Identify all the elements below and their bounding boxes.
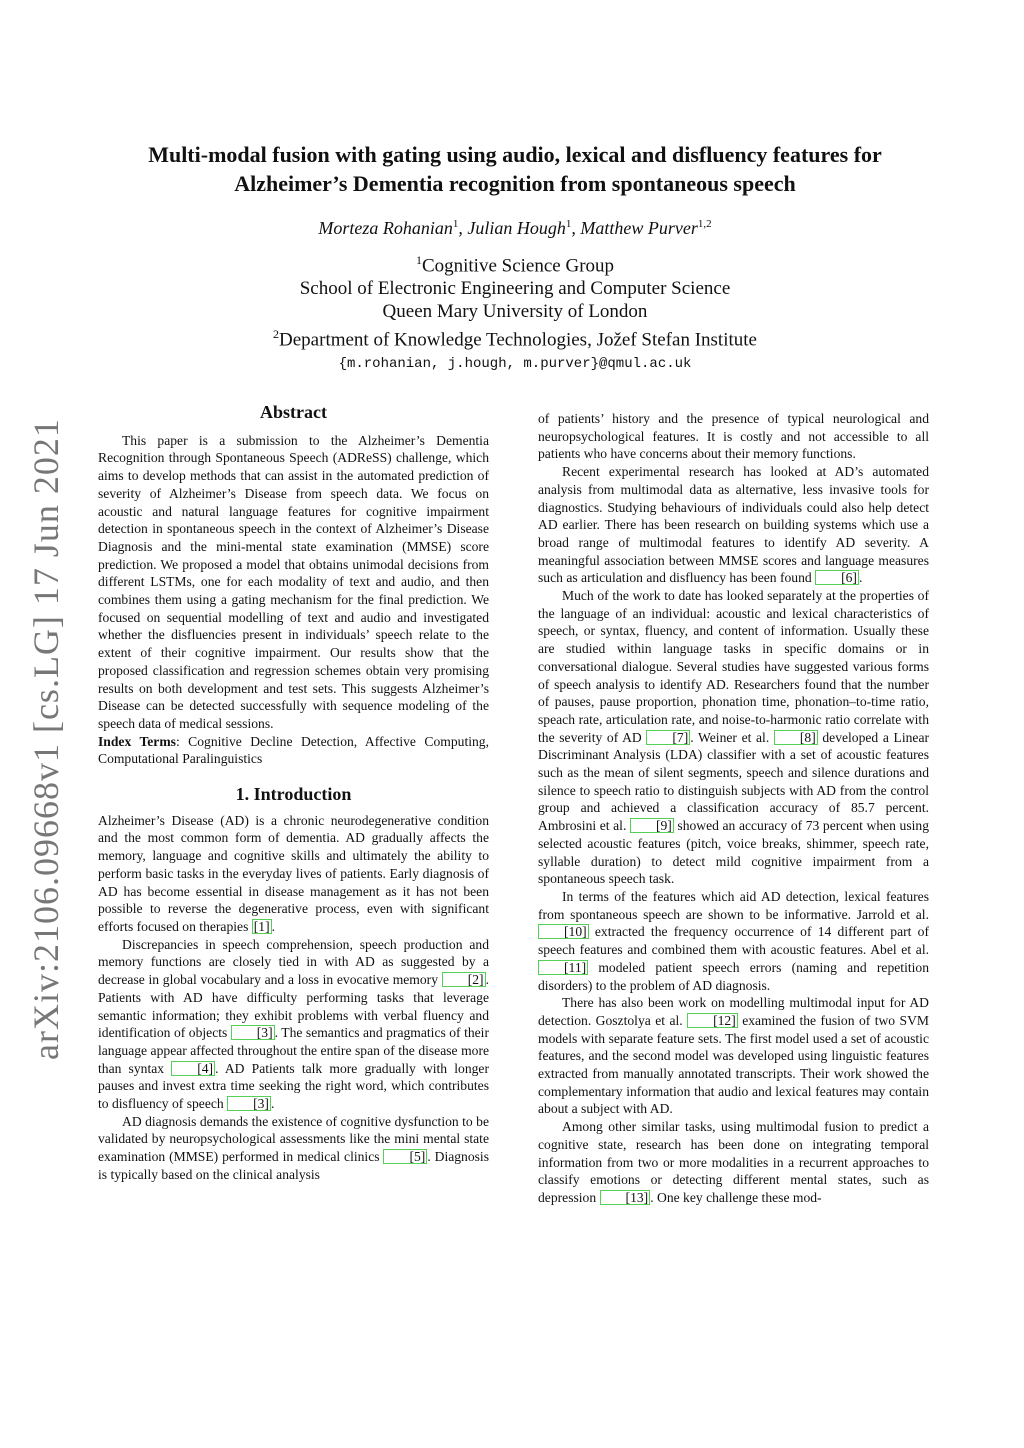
affiliation-2: $^2$Department of Knowledge Technologies, Jožef Stefan Institute [273,327,757,351]
intro-paragraph: Much of the work to date has looked separately at the properties of the language of an individual: acoustic and lexical characteristics of speech, or syntax, fluency, and content of information. Usually these are studied within language tasks in specific domains or in conversational dialogue. Several studies have suggested various forms of speech analysis to identify AD. Researchers found that the number of pauses, pause proportion, phonation time, phonation–to-time ratio, speach rate, articulation rate, and noise-to-harmonic ratio correlate with the severity of AD [7] . Weiner et al. [8] developed a Linear Discriminant Analysis (LDA) classifier with a set of acoustic features such as the mean of silent segments, speech and silence durations and silence to speech ratio to distinguish subjects with AD from the control group and achieved a classification accuracy of 85.7 percent. Ambrosini et al. [9] showed an accuracy of 73 percent when using selected acoustic features (pitch, voice breaks, shimmer, speech rate, syllable duration) to detect mild cognitive impairment from a spontaneous speech task. [538,588,930,887]
citation-link[interactable]: [8] [774,730,818,745]
author-name: Matthew Purver [580,218,698,238]
intro-paragraph: AD diagnosis demands the existence of cognitive dysfunction to be validated by neuropsychological assessments like the mini mental state examination (MMSE) performed in medical clinics [5] . Diagnosis is typically based on the clinical analysis [98,1113,489,1182]
author-name: Julian Hough [467,218,566,238]
intro-paragraph: There has also been work on modelling multimodal input for AD detection. Gosztolya et al. [12] examined the fusion of two SVM models with separate feature sets. The first model used a set of acoustic features, and the second model was developed using linguistic features extracted from manually annotated transcripts. Their work showed the complementary information that audio and lexical features may contain about a subject with AD. [538,995,929,1117]
citation-link[interactable]: [9] [630,818,674,833]
citation-link[interactable]: [11] [538,960,588,975]
citation-link[interactable]: [3] [227,1096,271,1111]
intro-paragraph: Among other similar tasks, using multimodal fusion to predict a cognitive state, research has been done on integrating temporal information from two or more modalities in a recurrent approaches to classify emotions or detecting different mental states, such as depression [13] . One key challenge these mod- [538,1119,929,1205]
introduction-heading: 1. Introduction [235,784,352,805]
affiliation-1: $^1$Cognitive Science Group [415,253,615,277]
intro-paragraph: Recent experimental research has looked at AD’s automated analysis from multimodal data as alternative, less invasive tools for diagnostics. Studying behaviours of individuals could also help detect AD earlier. There has been research on building systems which use a broad range of multimodal features to identify AD severity. A meaningful association between MMSE scores and language measures such as articulation and disfluency has been found [6] . [538,464,929,586]
citation-link[interactable]: [3] [231,1025,275,1040]
paper-title: Multi-modal fusion with gating using audio, lexical and disfluency features for Alzheimer’s Dementia recognition from spontaneous speech [148,142,882,196]
abstract-heading: Abstract [260,402,327,422]
index-terms: Index Terms: Cognitive Decline Detection, Affective Computing, Computational Paralinguistics [98,733,489,767]
author-list: Morteza Rohanian$^1$, Julian Hough$^1$, Matthew Purver$^{1,2}$ [318,218,712,238]
citation-link[interactable]: [4] [171,1061,215,1076]
citation-link[interactable]: [6] [815,570,859,585]
paper-header [90,140,940,372]
citation-link[interactable]: [10] [538,924,589,939]
affiliations: $^1$Cognitive Science Group School of Electronic Engineering and Computer Science Queen Mary University of London $^2$Department of Knowledge Technologies, Jožef Stefan Institute [90,249,940,352]
citation-link[interactable]: [12] [687,1013,738,1028]
citation-link[interactable]: [13] [600,1190,651,1205]
intro-paragraph: In terms of the features which aid AD detection, lexical features from spontaneous speech are shown to be informative. Jarrold et al. [10] extracted the frequency occurrence of 14 different part of speech features and combined them with acoustic features. Abel et al. [11] modeled patient speech errors (naming and repetition disorders) to the problem of AD diagnosis. [538,888,929,993]
author-name: Morteza Rohanian [318,218,453,238]
arxiv-identifier-stamp: arXiv:2106.09668v1 [cs.LG] 17 Jun 2021 [26,418,66,1060]
citation-link[interactable]: [7] [646,730,690,745]
citation-link[interactable]: [5] [383,1149,427,1164]
intro-paragraph: Alzheimer’s Disease (AD) is a chronic neurodegenerative condition and the most common form of dementia. AD gradually affects the memory, language and cognitive skills and ultimately the ability to perform basic tasks in the everyday lives of patients. Early diagnosis of AD has become essential in disease management as it has not been possible to reverse the degenerative process, even with significant efforts focused on therapies [1] . [98,812,489,934]
abstract-text: This paper is a submission to the Alzheimer’s Dementia Recognition through Spontaneous Speech (ADReSS) challenge, which aims to develop methods that can assist in the automated prediction of severity of Alzheimer’s Disease from speech data. We focus on acoustic and natural language features for cognitive impairment detection in spontaneous speech in the context of Alzheimer’s Disease Diagnosis and the mini-mental state examination (MMSE) score prediction. We proposed a model that obtains unimodal decisions from different LSTMs, one for each modality of text and audio, and then combines them using a gating mechanism for the final prediction. We focused on sequential modelling of text and audio and investigated whether the disfluencies present in individuals’ speech relate to the extent of their cognitive impairment. Our results show that the proposed classification and regression schemes obtain very promising results on both development and test sets. This suggests Alzheimer’s Disease can be detected successfully with sequence modeling of the speech data of medical sessions. [98,432,489,731]
author-emails: {m.rohanian, j.hough, m.purver}@qmul.ac.uk [338,355,692,372]
citation-link[interactable]: [2] [442,972,486,987]
intro-paragraph: of patients’ history and the presence of typical neurological and neuropsychological features. It is costly and not accessible to all patients who have concerns about their memory functions. [538,411,929,462]
intro-paragraph: Discrepancies in speech comprehension, speech production and memory functions are closely tied in with AD as suggested by a decrease in global vocabulary and a loss in evocative memory [2] . Patients with AD have difficulty performing tasks that leverage semantic information; they exhibit problems with verbal fluency and identification of objects [3] . The semantics and pragmatics of their language appear affected throughout the entire span of the disease more than syntax [4] . AD Patients talk more gradually with longer pauses and invest extra time seeking the right word, which contributes to disfluency of speech [3] . [98,936,489,1112]
left-column [98,404,489,1184]
right-column [538,410,929,1207]
citation-link[interactable]: [1] [253,918,270,934]
